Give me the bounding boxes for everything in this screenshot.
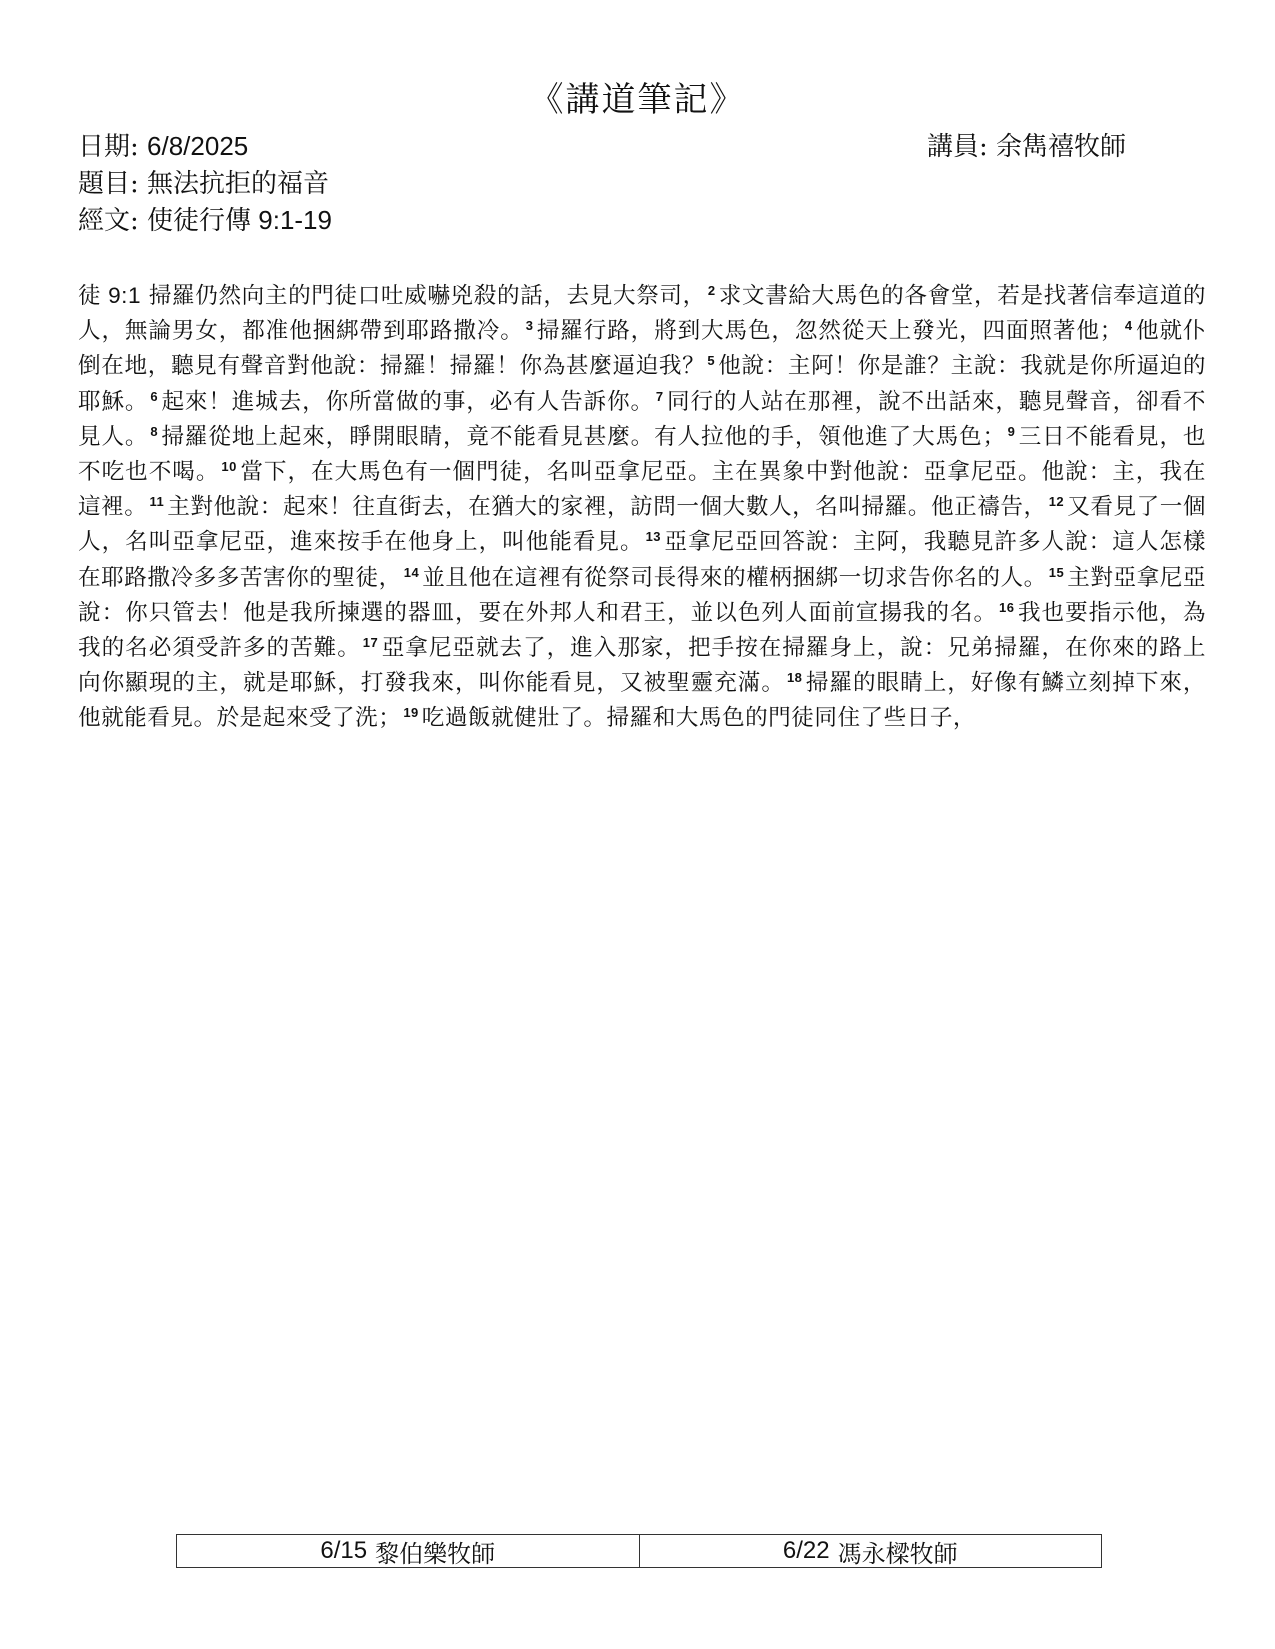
verse-text: 掃羅從地上起來，睜開眼睛，竟不能看見甚麼。有人拉他的手，領他進了大馬色； (161, 423, 1006, 450)
date-label: 日期: (78, 132, 148, 162)
verse-text: 並且他在這裡有從祭司長得來的權柄捆綁一切求告你名的人。 (422, 564, 1047, 591)
verse-number: 11 (149, 494, 165, 510)
verse-text: 起來！進城去，你所當做的事，必有人告訴你。 (161, 388, 654, 415)
topic-value: 無法抗拒的福音 (147, 169, 330, 199)
verse-text: 當下，在大馬色有一個門徒，名叫亞拿尼亞。主在異象中對他說：亞拿尼亞。他說：主，我在這裡。 (78, 459, 1207, 521)
verse-text: 三日不能看見，也不吃也不喝。 (78, 423, 1207, 486)
verse-text: 掃羅的眼睛上，好像有鱗立刻掉下來，他就能看見。於是起來受了洗； (78, 670, 1207, 732)
topic-label: 題目: (78, 169, 148, 199)
date-line (78, 126, 248, 163)
date-value: 6/8/2025 (147, 131, 249, 161)
verse-text: 吃過飯就健壯了。掃羅和大馬色的門徒同住了些日子， (421, 705, 977, 732)
schedule-speaker: 黎伯樂牧師 (375, 1539, 496, 1568)
verse-number: 9 (1007, 423, 1016, 439)
verse-text: 掃羅仍然向主的門徒口吐威嚇兇殺的話，去見大祭司， (141, 283, 706, 309)
verse-number: 7 (655, 388, 664, 404)
scripture-line (78, 200, 332, 237)
verse-text: 亞拿尼亞回答說：主阿，我聽見許多人說：這人怎樣在耶路撒冷多多苦害你的聖徒， (78, 529, 1207, 591)
speaker-line (927, 126, 1126, 163)
verse-text: 他就仆倒在地，聽見有聲音對他說：掃羅！掃羅！你為甚麼逼迫我？ (78, 318, 1207, 380)
verse-number: 19 (403, 705, 419, 721)
verse-number: 6 (150, 388, 159, 404)
upcoming-speakers-table (176, 1534, 1102, 1568)
schedule-cell (177, 1535, 639, 1567)
page-title: 《講道筆記》 (529, 80, 746, 120)
verse-number: 16 (999, 599, 1015, 615)
verse-text: 主對亞拿尼亞說：你只管去！他是我所揀選的器皿，要在外邦人和君王，並以色列人面前宣揚我的名。 (78, 564, 1207, 626)
verse-text: 他說：主阿！你是誰？主說：我就是你所逼迫的耶穌。 (78, 353, 1207, 415)
verse-text: 求文書給大馬色的各會堂，若是找著信奉這道的人，無論男女，都准他捆綁帶到耶路撒冷。 (78, 283, 1207, 345)
verse-text: 又看見了一個人，名叫亞拿尼亞，進來按手在他身上，叫他能看見。 (78, 494, 1207, 556)
verse-text: 亞拿尼亞就去了，進入那家，把手按在掃羅身上，說：兄弟掃羅，在你來的路上向你顯現的主，就是耶穌，打發我來，叫你能看見，又被聖靈充滿。 (78, 635, 1207, 697)
speaker-label: 講員: (927, 132, 997, 162)
verse-text: 掃羅行路，將到大馬色，忽然從天上發光，四面照著他； (536, 318, 1123, 345)
verse-text: 主對他說：起來！往直街去，在猶大的家裡，訪問一個大數人，名叫掃羅。他正禱告， (167, 494, 1047, 521)
verse-number: 18 (786, 670, 803, 686)
scripture-value: 使徒行傳 9:1-19 (147, 205, 332, 235)
verse-number: 5 (707, 353, 716, 369)
verse-number: 17 (362, 635, 379, 651)
passage-reference: 徒 9:1 (78, 283, 142, 308)
scripture-label: 經文: (78, 206, 148, 236)
schedule-cell (639, 1535, 1102, 1567)
verse-number: 4 (1124, 318, 1133, 334)
verse-number: 12 (1048, 494, 1065, 510)
verse-text: 同行的人站在那裡，說不出話來，聽見聲音，卻看不見人。 (78, 388, 1207, 450)
verse-number: 2 (707, 283, 716, 298)
verse-number: 10 (221, 459, 237, 475)
verse-number: 8 (150, 423, 159, 439)
schedule-date: 6/22 (782, 1537, 830, 1564)
topic-line (78, 163, 329, 200)
schedule-date: 6/15 (320, 1537, 368, 1564)
verse-number: 14 (403, 564, 420, 580)
verse-number: 15 (1048, 564, 1065, 580)
verse-text: 我也要指示他，為我的名必須受許多的苦難。 (78, 599, 1207, 662)
verse-number: 13 (645, 529, 662, 545)
scripture-passage (78, 278, 1206, 737)
schedule-speaker: 馮永樑牧師 (837, 1539, 958, 1568)
speaker-value: 余雋禧牧師 (996, 132, 1127, 162)
verse-number: 3 (525, 318, 534, 334)
